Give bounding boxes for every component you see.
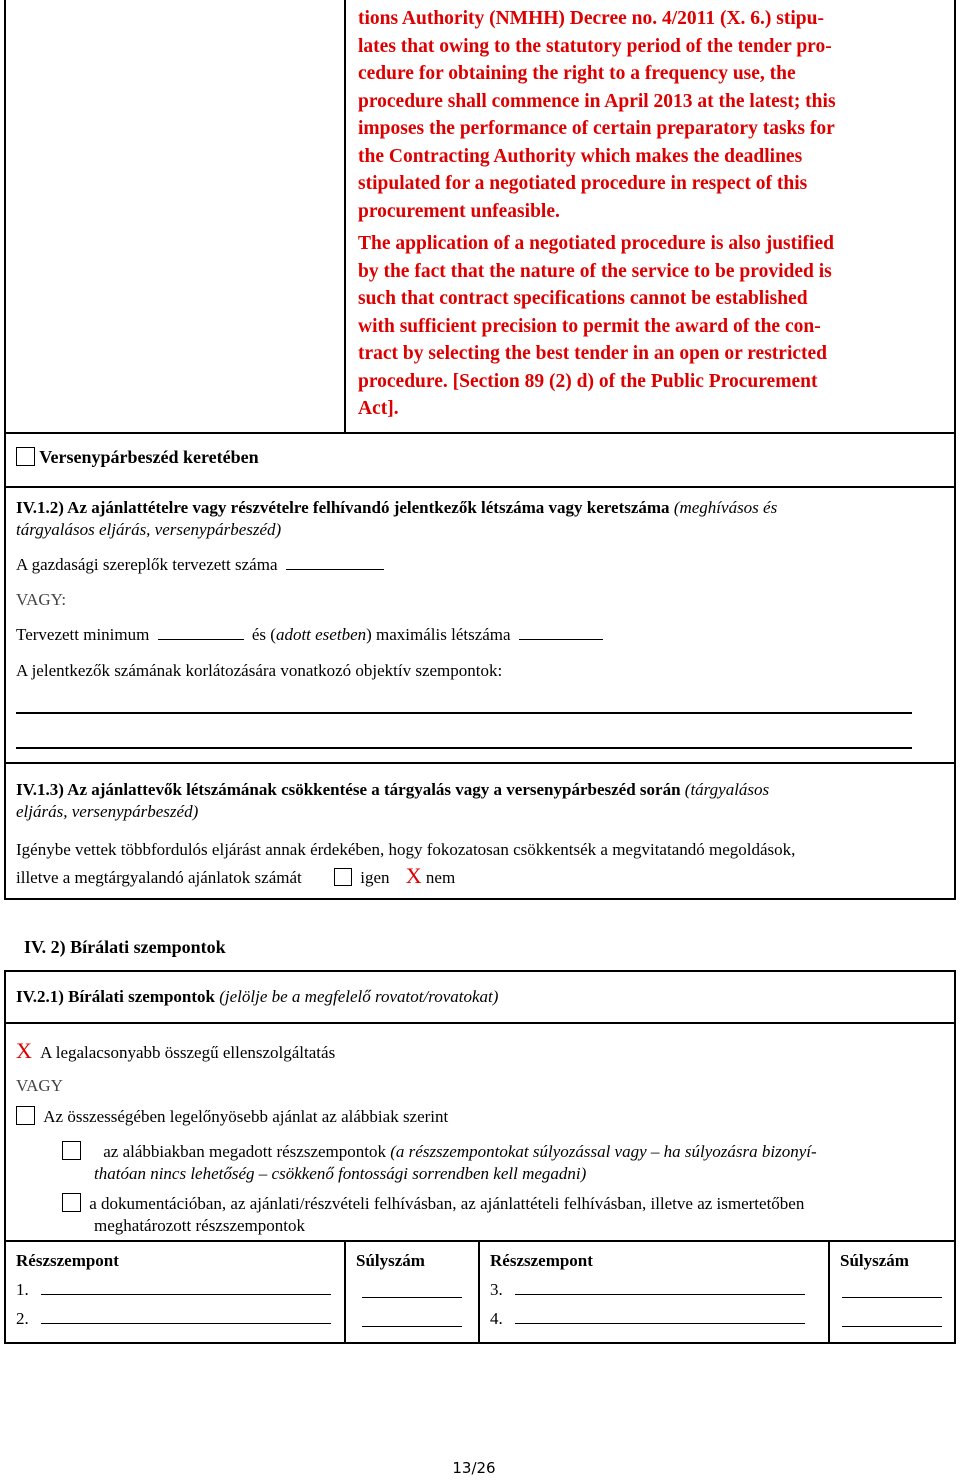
table-header-text: Súlyszám <box>840 1251 909 1270</box>
text-line: tract by selecting the best tender in an open or restricted <box>358 343 828 364</box>
competitive-dialogue-label: Versenypárbeszéd keretében <box>39 447 259 467</box>
table-header-criterion-1 <box>16 1251 119 1271</box>
divider-mid-bottom <box>4 898 956 900</box>
frame-left-top <box>4 0 6 488</box>
row-number: 3. <box>490 1280 503 1299</box>
if-applicable-label: adott esetben <box>275 625 367 644</box>
section-iv12-heading <box>16 497 946 541</box>
text-line: procurement unfeasible. <box>358 200 560 222</box>
criterion-2-field[interactable] <box>41 1323 331 1324</box>
column-divider <box>344 0 346 432</box>
and-label: és ( <box>251 625 276 644</box>
text-line: the Contracting Authority which makes the deadlines <box>358 145 803 167</box>
text-line: imposes the performance of certain preparatory tasks for <box>358 118 835 139</box>
page-number <box>0 1459 948 1477</box>
table-row <box>490 1309 805 1329</box>
competitive-dialogue-checkbox[interactable] <box>16 447 35 466</box>
criterion-4-field[interactable] <box>515 1323 805 1324</box>
mea-row <box>16 1106 448 1127</box>
divider-iv21-heading <box>4 1022 956 1024</box>
table-header-text: Részszempont <box>16 1251 119 1270</box>
multistage-yes-label: igen <box>360 868 390 887</box>
or-label <box>16 590 66 610</box>
criterion-3-field[interactable] <box>515 1294 805 1295</box>
justification-paragraph-1 <box>358 5 948 225</box>
section-iv12-heading-italic-2: tárgyalásos eljárás, versenypárbeszéd) <box>16 520 282 539</box>
divider-table-top <box>4 1240 956 1242</box>
planned-min-label: Tervezett minimum <box>16 625 150 644</box>
frame-left-mid <box>4 488 6 900</box>
section-iv13-body <box>16 837 951 891</box>
divider-iv12-iv13 <box>4 762 956 764</box>
text-line: with sufficient precision to permit the award of the con- <box>358 315 821 337</box>
table-row <box>490 1280 805 1300</box>
planned-min-field[interactable] <box>158 639 244 640</box>
lowest-price-row <box>16 1038 335 1064</box>
table-header-weight-1 <box>356 1251 425 1271</box>
section-iv21-heading-bold: IV.2.1) Bírálati szempontok <box>16 987 215 1006</box>
sub-criteria-1-italic: (a részszempontokat súlyozással vagy – ha súlyozásra bizonyí- <box>390 1142 817 1161</box>
section-iv13-heading-bold: IV.1.3) Az ajánlattevők létszámának csökkentése a tárgyalás vagy a versenypárbeszéd során <box>16 780 681 799</box>
table-row <box>16 1309 331 1329</box>
or-label-2-text: VAGY <box>16 1076 63 1095</box>
section-iv13-heading <box>16 779 946 823</box>
or-label-2 <box>16 1076 63 1096</box>
section-iv13-body-line2: illetve a megtárgyalandó ajánlatok számát <box>16 868 302 887</box>
criteria-label: A jelentkezők számának korlátozására vonatkozó objektív szempontok: <box>16 661 503 680</box>
planned-count-field[interactable] <box>286 569 384 570</box>
weight-1-field[interactable] <box>362 1283 462 1298</box>
weight-2-field[interactable] <box>362 1312 462 1327</box>
multistage-no-mark[interactable]: X <box>405 863 422 888</box>
planned-count-row <box>16 555 384 575</box>
or-label-text: VAGY: <box>16 590 67 609</box>
table-col-divider-2 <box>478 1240 480 1344</box>
table-header-weight-2 <box>840 1251 909 1271</box>
table-header-text: Részszempont <box>490 1251 593 1270</box>
table-col-divider-3 <box>828 1240 830 1344</box>
lowest-price-label: A legalacsonyabb összegű ellenszolgáltatás <box>40 1043 336 1062</box>
section-iv21-heading <box>16 987 498 1007</box>
multistage-yes-checkbox[interactable] <box>334 868 352 886</box>
weight-3-field[interactable] <box>842 1283 942 1298</box>
sub-criteria-2-checkbox[interactable] <box>62 1193 81 1212</box>
mea-checkbox[interactable] <box>16 1106 35 1125</box>
criteria-field-2[interactable] <box>16 747 912 749</box>
text-line: tions Authority (NMHH) Decree no. 4/2011 (X. 6.) stipu- <box>358 8 824 29</box>
text-line: procedure. [Section 89 (2) d) of the Public Procurement <box>358 370 818 392</box>
table-header-text: Súlyszám <box>356 1251 425 1270</box>
criterion-1-field[interactable] <box>41 1294 331 1295</box>
text-line: lates that owing to the statutory period of the tender pro- <box>358 35 832 57</box>
table-col-divider-1 <box>344 1240 346 1344</box>
frame-right-bottom <box>954 970 956 1344</box>
text-line: procedure shall commence in April 2013 at the latest; this <box>358 90 836 112</box>
sub-criteria-2-row <box>62 1193 947 1237</box>
text-line: by the fact that the nature of the service to be provided is <box>358 260 832 282</box>
text-line: cedure for obtaining the right to a frequency use, the <box>358 63 796 84</box>
multistage-no-label: nem <box>425 868 456 887</box>
text-line: such that contract specifications cannot be established <box>358 288 808 309</box>
weight-4-field[interactable] <box>842 1312 942 1327</box>
row-number: 4. <box>490 1309 503 1328</box>
divider-below-text <box>4 432 956 434</box>
criteria-field-1[interactable] <box>16 712 912 714</box>
frame-right-mid <box>954 488 956 900</box>
sub-criteria-1-checkbox[interactable] <box>62 1141 81 1160</box>
frame-bottom <box>4 1342 956 1344</box>
divider-below-checkbox <box>4 486 956 488</box>
justification-paragraph-2 <box>358 230 948 423</box>
lowest-price-mark[interactable]: X <box>16 1038 32 1063</box>
section-iv21-heading-italic: (jelölje be a megfelelő rovatot/rovatokat) <box>219 987 499 1006</box>
planned-max-field[interactable] <box>519 639 603 640</box>
table-header-criterion-2 <box>490 1251 593 1271</box>
max-label: ) maximális létszáma <box>366 625 511 644</box>
mea-label: Az összességében legelőnyösebb ajánlat az alábbiak szerint <box>43 1107 449 1126</box>
section-iv12-heading-bold: IV.1.2) Az ajánlattételre vagy részvételre felhívandó jelentkezők létszáma vagy keretszáma <box>16 498 670 517</box>
sub-criteria-1-text: az alábbiakban megadott részszempontok <box>103 1142 386 1161</box>
section-iv13-heading-italic: (tárgyalásos <box>684 780 770 799</box>
section-iv13-heading-italic-2: eljárás, versenypárbeszéd) <box>16 802 199 821</box>
row-number: 2. <box>16 1309 29 1328</box>
frame-left-bottom <box>4 970 6 1344</box>
section-iv13-body-line2-row <box>16 863 951 891</box>
planned-count-label: A gazdasági szereplők tervezett száma <box>16 555 278 574</box>
section-iv13-body-line1: Igénybe vettek többfordulós eljárást annak érdekében, hogy fokozatosan csökkentsék a megvitatandó megoldások, <box>16 840 796 859</box>
page-number-text: 13/26 <box>452 1459 496 1477</box>
frame-top-bottom <box>4 970 956 972</box>
sub-criteria-1-italic-2: thatóan nincs lehetőség – csökkenő fontossági sorrendben kell megadni) <box>94 1164 587 1183</box>
criteria-row <box>16 661 502 681</box>
text-line: The application of a negotiated procedure is also justified <box>358 233 834 254</box>
text-line: Act]. <box>358 398 399 419</box>
sub-criteria-2-text-2: meghatározott részszempontok <box>94 1216 306 1235</box>
min-max-row <box>16 625 603 645</box>
section-iv2-title-text: IV. 2) Bírálati szempontok <box>24 937 226 957</box>
text-line: stipulated for a negotiated procedure in respect of this <box>358 173 808 194</box>
frame-right-top <box>954 0 956 488</box>
section-iv12-heading-italic: (meghívásos és <box>673 498 778 517</box>
sub-criteria-1-row <box>62 1141 947 1185</box>
sub-criteria-2-text: a dokumentációban, az ajánlati/részvételi felhívásban, az ajánlattételi felhívásban, illetve az ismertetőben <box>89 1194 805 1213</box>
table-row <box>16 1280 331 1300</box>
row-number: 1. <box>16 1280 29 1299</box>
section-iv2-title <box>24 937 226 958</box>
competitive-dialogue-row <box>16 447 259 468</box>
